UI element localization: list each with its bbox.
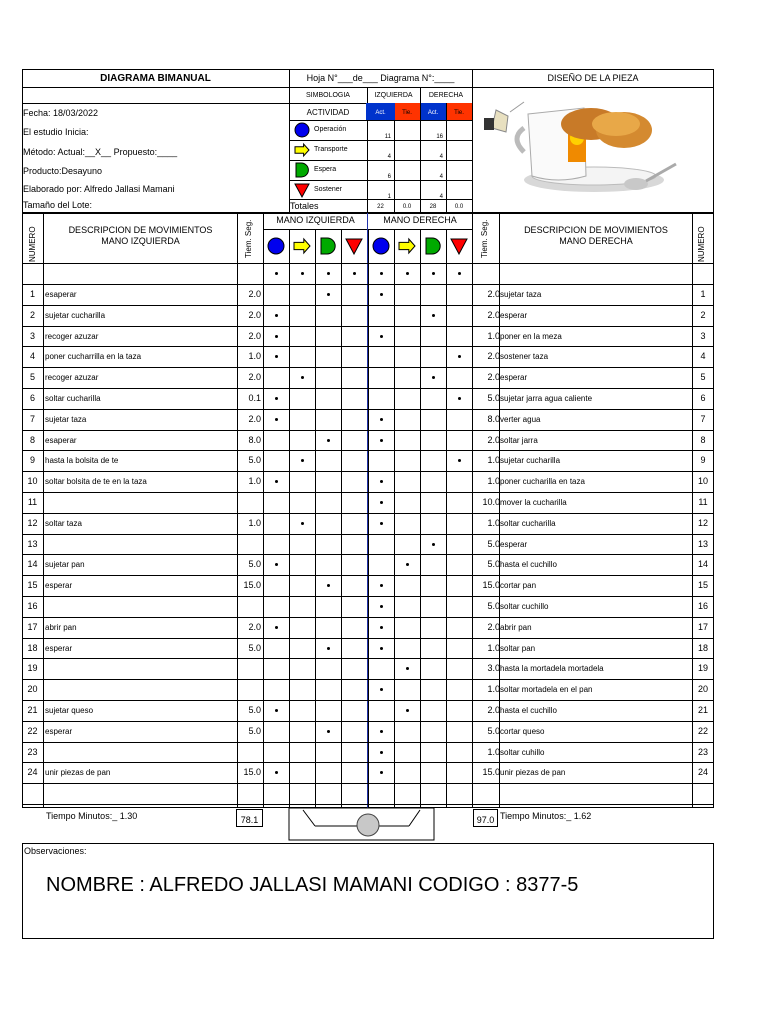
desc-right-header: DESCRIPCION DE MOVIMIENTOS MANO DERECHA [524,225,668,246]
row-number-right: 23 [697,747,708,757]
sheet-number: Hoja N°___de___ Diagrama N°:____ [306,73,455,83]
left-symbol-mark [327,439,330,442]
left-hand-movement: soltar bolsita de te en la taza [45,477,147,486]
row-number-left: 13 [27,539,38,549]
right-hand-time: 2.0 [487,435,500,445]
right-symbol-mark [380,771,383,774]
left-hand-time: 2.0 [248,414,261,424]
row-number-left: 4 [29,351,35,361]
row-number-left: 20 [27,684,38,694]
metodo: Método: Actual:__X__ Propuesto:____ [23,147,178,157]
row-number-right: 19 [697,663,708,673]
right-hand-time: 1.0 [487,455,500,465]
row-number-left: 22 [27,726,38,736]
left-hand-movement: poner cucharrilla en la taza [45,352,142,361]
row-number-right: 21 [697,705,708,715]
right-hand-movement: sujetar taza [500,290,542,299]
left-symbol-mark [301,522,304,525]
legend-count-izq-act: 4 [387,154,391,160]
column-marker-dot [353,272,356,275]
right-hand-movement: soltar pan [500,644,536,653]
right-hand-time: 2.0 [487,372,500,382]
right-hand-time: 15.0 [482,580,500,590]
right-hand-movement: esperar [500,311,528,320]
derecha-label: DERECHA [428,92,464,99]
row-number-right: 20 [697,684,708,694]
left-symbol-mark [275,335,278,338]
total-der-act: 28 [429,204,437,210]
legend-count-izq-act: 11 [384,134,391,140]
row-number-right: 5 [700,372,706,382]
right-symbol-mark [380,418,383,421]
numero-right-header: NUMERO [697,226,706,262]
right-hand-time: 1.0 [487,476,500,486]
right-hand-time: 1.0 [487,518,500,528]
row-number-left: 11 [27,497,38,507]
mano-izq-header: MANO IZQUIERDA [276,215,355,225]
tea-cup-bread-picture [476,88,710,210]
tiempo-minutos-left: Tiempo Minutos:_ 1.30 [46,811,138,821]
column-marker-dot [458,272,461,275]
left-hand-movement: sujetar pan [45,560,85,569]
right-symbol-mark [406,563,409,566]
left-hand-time: 2.0 [248,331,261,341]
right-hand-time: 15.0 [482,767,500,777]
right-hand-movement: cortar pan [500,581,537,590]
legend-label: Transporte [314,146,348,153]
legend-espera-icon [294,162,310,178]
left-hand-movement: sujetar cucharilla [45,311,106,320]
left-hand-time: 5.0 [248,455,261,465]
right-symbol-mark [406,667,409,670]
row-number-left: 1 [29,289,35,299]
row-number-right: 2 [700,310,706,320]
right-symbol-mark [458,459,461,462]
row-number-right: 8 [700,435,706,445]
right-hand-movement: soltar mortadela en el pan [500,685,593,694]
left-symbol-mark [275,355,278,358]
row-number-left: 15 [27,580,38,590]
right-hand-time: 8.0 [487,414,500,424]
right-symbol-mark [380,522,383,525]
right-symbol-mark [432,376,435,379]
right-symbol-mark [380,647,383,650]
left-hand-time: 2.0 [248,289,261,299]
right-hand-movement: mover la cucharilla [500,498,567,507]
right-symbol-mark [380,439,383,442]
left-hand-time: 2.0 [248,310,261,320]
row-number-left: 24 [27,767,38,777]
workstation-sketch [289,808,434,840]
left-symbol-mark [275,314,278,317]
left-operación-icon [267,237,285,255]
row-number-right: 18 [697,643,708,653]
right-hand-time: 5.0 [487,601,500,611]
row-number-left: 2 [29,310,35,320]
right-hand-movement: hasta el cuchillo [500,706,557,715]
right-hand-time: 2.0 [487,705,500,715]
left-hand-movement: sujetar taza [45,415,87,424]
right-hand-time: 2.0 [487,351,500,361]
act-right-label: Act. [427,110,439,116]
izquierda-label: IZQUIERDA [374,92,413,99]
left-hand-movement: esperar [45,727,73,736]
row-number-right: 14 [697,559,708,569]
legend-count-izq-act: 1 [387,194,391,200]
design-title: DISEÑO DE LA PIEZA [547,73,639,83]
fecha: Fecha: 18/03/2022 [23,108,99,118]
row-number-right: 9 [700,455,706,465]
legend-label: Operación [314,126,347,133]
legend-transporte-icon [294,142,310,158]
row-number-left: 17 [27,622,38,632]
left-symbol-mark [301,459,304,462]
total-der-tie: 0.0 [454,204,464,210]
left-hand-movement: soltar taza [45,519,82,528]
column-marker-dot [406,272,409,275]
left-symbol-mark [327,647,330,650]
right-symbol-mark [432,543,435,546]
left-symbol-mark [275,480,278,483]
left-hand-time: 5.0 [248,643,261,653]
right-hand-movement: unir piezas de pan [500,768,566,777]
legend-count-der-act: 4 [439,194,443,200]
row-number-left: 3 [29,331,35,341]
left-hand-time: 0.1 [248,393,261,403]
row-number-right: 17 [697,622,708,632]
total-izq-tie: 0.0 [402,204,412,210]
right-hand-movement: soltar cuhillo [500,748,545,757]
right-symbol-mark [380,501,383,504]
right-hand-movement: esperar [500,373,528,382]
row-number-left: 16 [27,601,38,611]
right-hand-time: 1.0 [487,684,500,694]
row-number-left: 9 [29,455,35,465]
left-symbol-mark [327,730,330,733]
right-hand-time: 5.0 [487,393,500,403]
left-symbol-mark [327,584,330,587]
left-hand-movement: esperar [45,644,73,653]
row-number-right: 11 [698,497,708,507]
observaciones-label: Observaciones: [24,846,87,856]
left-transporte-icon [293,237,311,255]
left-hand-time: 2.0 [248,622,261,632]
left-hand-time: 1.0 [248,351,261,361]
left-hand-movement: abrir pan [45,623,77,632]
right-hand-movement: soltar cucharilla [500,519,556,528]
left-hand-movement: soltar cucharilla [45,394,101,403]
right-symbol-mark [432,314,435,317]
row-number-right: 4 [700,351,706,361]
row-number-right: 16 [697,601,708,611]
diagram-title: DIAGRAMA BIMANUAL [100,73,211,84]
actividad-label: ACTIVIDAD [306,108,350,117]
right-symbol-mark [380,730,383,733]
left-symbol-mark [301,376,304,379]
row-number-right: 12 [697,518,708,528]
left-symbol-mark [275,418,278,421]
right-hand-time: 5.0 [487,539,500,549]
left-hand-time: 2.0 [248,372,261,382]
row-number-left: 8 [29,435,35,445]
row-number-left: 19 [27,663,38,673]
right-symbol-mark [380,480,383,483]
right-hand-movement: sujetar cucharilla [500,456,561,465]
right-hand-time: 1.0 [487,643,500,653]
legend-label: Sostener [314,186,343,193]
column-marker-dot [275,272,278,275]
right-hand-movement: poner cucharilla en taza [500,477,585,486]
left-hand-movement: hasta la bolsita de te [45,456,119,465]
right-hand-movement: esperar [500,540,528,549]
row-number-right: 1 [700,289,706,299]
total-left: 78.1 [240,815,259,825]
right-sostener-icon [450,237,468,255]
right-symbol-mark [380,335,383,338]
left-hand-movement: esaperar [45,436,77,445]
right-hand-time: 10.0 [482,497,500,507]
right-hand-time: 5.0 [487,559,500,569]
right-hand-movement: abrir pan [500,623,532,632]
legend-count-der-act: 4 [439,174,443,180]
left-hand-movement: recoger azuzar [45,373,99,382]
row-number-right: 22 [697,726,708,736]
total-right: 97.0 [476,815,495,825]
elaborado-por: Elaborado por: Alfredo Jallasi Mamani [23,184,175,194]
left-symbol-mark [275,626,278,629]
right-espera-icon [424,237,442,255]
right-symbol-mark [458,355,461,358]
left-hand-movement: esperar [45,581,73,590]
left-hand-time: 15.0 [243,767,261,777]
right-symbol-mark [380,626,383,629]
left-hand-time: 5.0 [248,726,261,736]
right-symbol-mark [458,397,461,400]
right-symbol-mark [406,709,409,712]
left-symbol-mark [327,293,330,296]
tiem-left-header: Tiem. Seg. [244,219,253,258]
producto: Producto:Desayuno [23,166,103,176]
right-transporte-icon [398,237,416,255]
left-hand-time: 5.0 [248,705,261,715]
row-number-right: 10 [697,476,708,486]
legend-label: Espera [314,166,337,173]
row-number-left: 5 [29,372,35,382]
left-espera-icon [319,237,337,255]
left-hand-time: 1.0 [248,518,261,528]
left-hand-movement: esaperar [45,290,77,299]
right-hand-time: 1.0 [487,747,500,757]
right-operación-icon [372,237,390,255]
numero-left-header: NUMERO [28,226,37,262]
legend-count-der-act: 16 [436,134,443,140]
row-number-left: 18 [27,643,38,653]
right-symbol-mark [380,605,383,608]
right-hand-movement: hasta la mortadela mortadela [500,664,604,673]
legend-count-izq-act: 6 [387,174,391,180]
left-hand-movement: unir piezas de pan [45,768,111,777]
right-hand-movement: soltar jarra [500,436,538,445]
totales-label: Totales [290,201,319,211]
right-hand-time: 2.0 [487,310,500,320]
tiem-right-header: Tiem. Seg. [480,219,489,258]
left-symbol-mark [275,709,278,712]
row-number-left: 12 [27,518,38,528]
desc-left-header: DESCRIPCION DE MOVIMIENTOS MANO IZQUIERDA [68,225,213,246]
column-marker-dot [380,272,383,275]
right-hand-movement: cortar queso [500,727,545,736]
right-hand-movement: sostener taza [500,352,549,361]
column-marker-dot [327,272,330,275]
left-hand-time: 8.0 [248,435,261,445]
right-hand-movement: sujetar jarra agua caliente [500,394,593,403]
right-hand-movement: poner en la meza [500,332,562,341]
row-number-right: 7 [700,414,706,424]
row-number-left: 14 [27,559,38,569]
tamano-lote: Tamaño del Lote: [23,200,93,210]
tiempo-minutos-right: Tiempo Minutos:_ 1.62 [500,811,592,821]
right-symbol-mark [380,293,383,296]
left-symbol-mark [275,771,278,774]
left-hand-time: 15.0 [243,580,261,590]
total-izq-act: 22 [377,204,384,210]
right-hand-movement: soltar cuchillo [500,602,549,611]
row-number-right: 24 [697,767,708,777]
legend-operación-icon [294,122,310,138]
tie-right-label: Tie. [454,110,464,116]
act-left-label: Act. [375,110,386,116]
mano-der-header: MANO DERECHA [383,215,457,225]
right-hand-movement: hasta el cuchillo [500,560,557,569]
simbologia-label: SIMBOLOGIA [306,92,350,99]
right-symbol-mark [380,688,383,691]
left-hand-time: 5.0 [248,559,261,569]
row-number-left: 6 [29,393,35,403]
row-number-left: 10 [27,476,38,486]
right-symbol-mark [380,751,383,754]
tie-left-label: Tie. [402,110,412,116]
estudio-inicia: El estudio Inicia: [23,127,89,137]
legend-count-der-act: 4 [439,154,443,160]
right-hand-time: 2.0 [487,622,500,632]
right-hand-time: 5.0 [487,726,500,736]
right-hand-time: 2.0 [487,289,500,299]
row-number-right: 13 [697,539,708,549]
right-hand-time: 1.0 [487,331,500,341]
student-name-code: NOMBRE : ALFREDO JALLASI MAMANI CODIGO : 8377-5 [46,874,579,896]
column-marker-dot [301,272,304,275]
row-number-right: 6 [700,393,706,403]
left-hand-movement: recoger azuzar [45,332,99,341]
left-hand-movement: sujetar queso [45,706,94,715]
left-sostener-icon [345,237,363,255]
left-hand-time: 1.0 [248,476,261,486]
column-marker-dot [432,272,435,275]
row-number-left: 7 [29,414,35,424]
right-hand-time: 3.0 [487,663,500,673]
left-symbol-mark [275,397,278,400]
row-number-left: 21 [27,705,38,715]
legend-sostener-icon [294,182,310,198]
row-number-right: 3 [700,331,706,341]
right-symbol-mark [380,584,383,587]
row-number-right: 15 [697,580,708,590]
row-number-left: 23 [27,747,38,757]
right-hand-movement: verter agua [500,415,541,424]
left-symbol-mark [275,563,278,566]
